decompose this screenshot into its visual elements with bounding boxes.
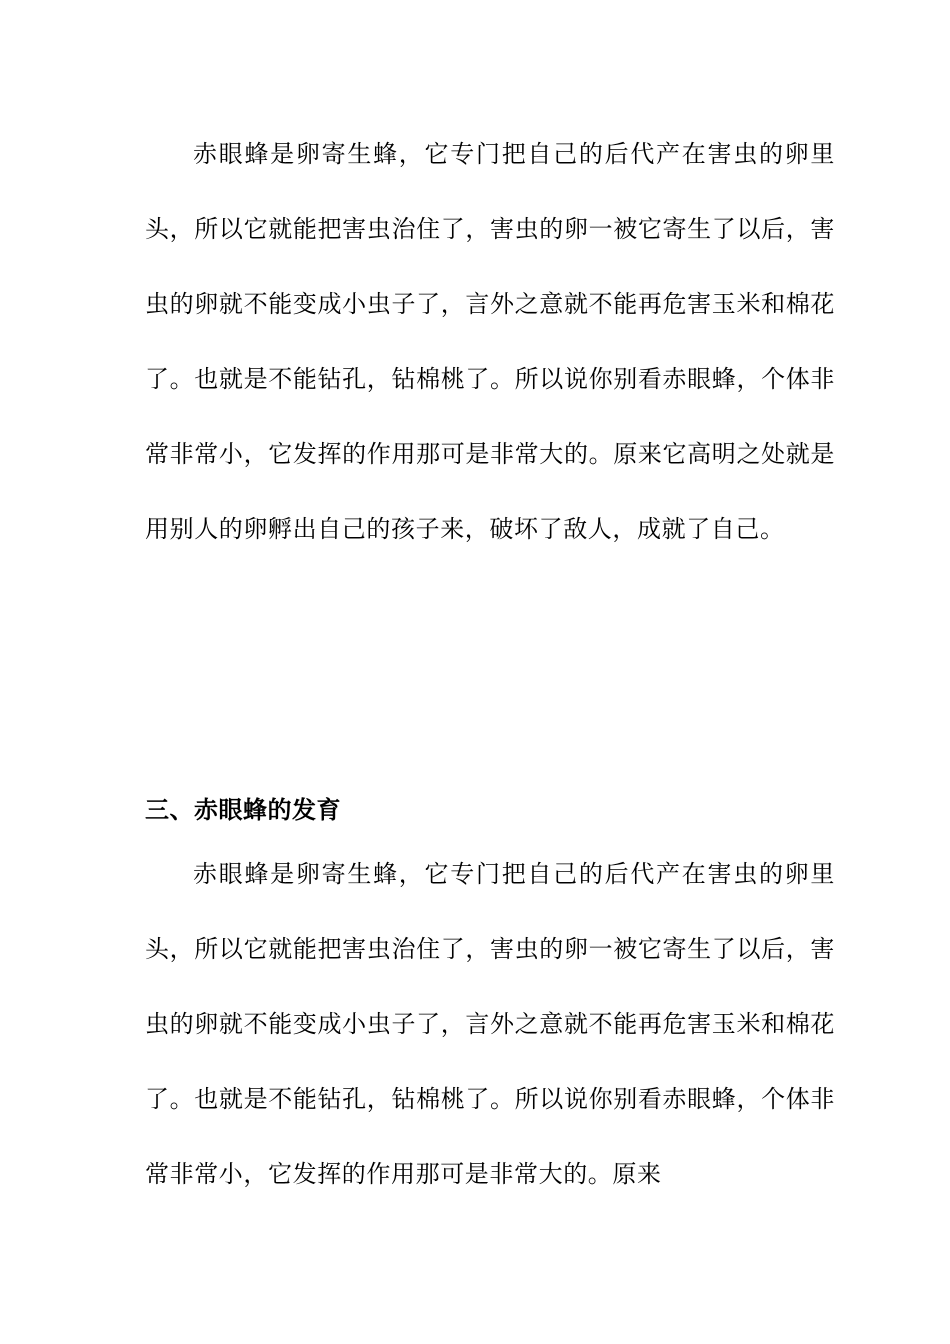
- body-paragraph-2: 赤眼蜂是卵寄生蜂，它专门把自己的后代产在害虫的卵里头，所以它就能把害虫治住了，害虫的卵一被它寄生了以后，害虫的卵就不能变成小虫子了，言外之意就不能再危害玉米和棉花了。也就是不能钻孔，钻棉桃了。所以说你别看赤眼蜂，个体非常非常小，它发挥的作用那可是非常大的。原来: [145, 860, 835, 1188]
- section-heading: 三、赤眼蜂的发育: [145, 796, 341, 824]
- body-paragraph-1: 赤眼蜂是卵寄生蜂，它专门把自己的后代产在害虫的卵里头，所以它就能把害虫治住了，害虫的卵一被它寄生了以后，害虫的卵就不能变成小虫子了，言外之意就不能再危害玉米和棉花了。也就是不能钻孔，钻棉桃了。所以说你别看赤眼蜂，个体非常非常小，它发挥的作用那可是非常大的。原来它高明之处就是用别人的卵孵出自己的孩子来，破坏了敌人，成就了自己。: [145, 140, 835, 543]
